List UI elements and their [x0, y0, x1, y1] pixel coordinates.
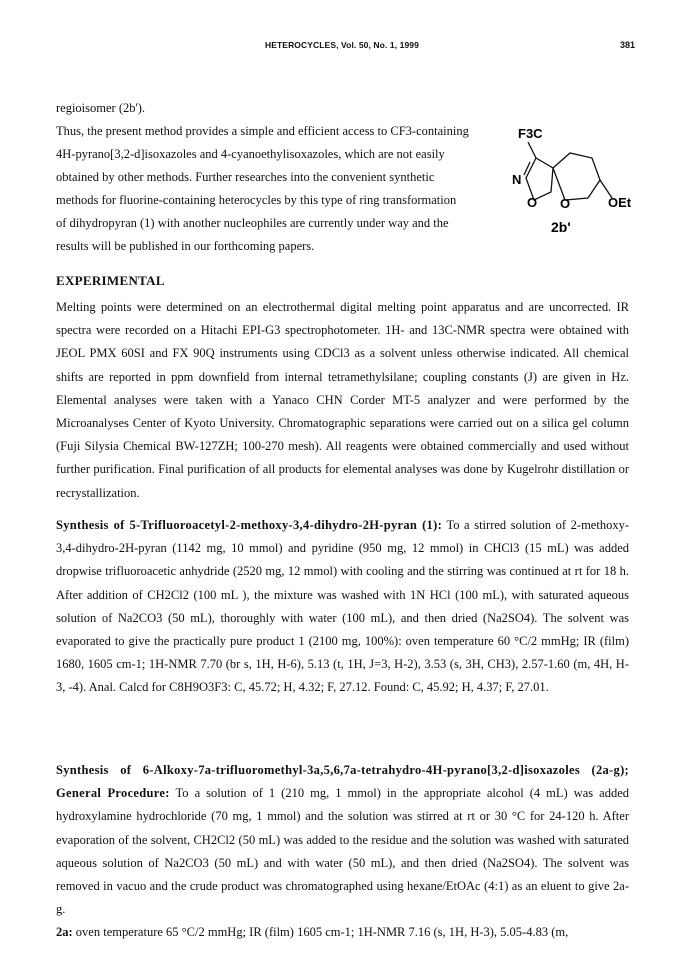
- intro-line-5: of dihydropyran (1) with another nucleophiles are currently under way and the: [56, 216, 449, 230]
- compound-2a-label: 2a:: [56, 925, 73, 939]
- intro-line-1: Thus, the present method provides a simple and efficient access to CF3-containing: [56, 124, 469, 138]
- compound-2a-body: oven temperature 65 °C/2 mmHg; IR (film) 1605 cm-1; 1H-NMR 7.16 (s, 1H, H-3), 5.05-4.83 (m,: [75, 925, 569, 939]
- label-o2: O: [560, 196, 571, 211]
- compound-label: 2b': [551, 219, 571, 235]
- synthesis-2-body: To a solution of 1 (210 mg, 1 mmol) in the appropriate alcohol (4 mL) was added hydroxylamine hydrochloride (70 mg, 1 mmol) and the solution was stirred at rt or 30 °C for 24-120 h. After evaporation of the solvent, CH2Cl2 (50 mL) was added to the residue and the solution was washed with saturated aqueous solution of Na2CO3 (50 mL) and with water (50 mL), and then dried (Na2SO4). The solvent was removed in vacuo and the crude product was chromatographed using hexane/EtOAc (4:1) as an eluent to give 2a-g.: [56, 786, 629, 917]
- page-number: 381: [620, 40, 636, 50]
- synthesis-1-title: Synthesis of 5-Trifluoroacetyl-2-methoxy-3,4-dihydro-2H-pyran (1):: [56, 518, 443, 532]
- section-heading: EXPERIMENTAL: [56, 273, 165, 288]
- isoxazoline-ring: [526, 158, 553, 200]
- compound-2a-data: [56, 921, 629, 944]
- label-o1: O: [527, 195, 538, 210]
- synthesis-2-paragraph: [56, 759, 629, 921]
- running-head: HETEROCYCLES, Vol. 50, No. 1, 1999: [265, 40, 419, 50]
- structure-2b-prime: [508, 120, 658, 240]
- intro-line-3: obtained by other methods. Further researches into the convenient synthetic: [56, 170, 435, 184]
- synthesis-2-title: Synthesis of 6-Alkoxy-7a-trifluoromethyl-3a,5,6,7a-tetrahydro-4H-pyrano[3,2-d]isoxazoles (2a-g); General Procedure:: [56, 763, 629, 801]
- intro-line-6: results will be published in our forthcoming papers.: [56, 239, 315, 253]
- synthesis-1-body: To a stirred solution of 2-methoxy-3,4-dihydro-2H-pyran (1142 mg, 10 mmol) and pyridine (950 mg, 12 mmol) in CHCl3 (15 mL) was added dropwise trifluoroacetic anhydride (2520 mg, 12 mmol) with cooling and the stirring was continued at rt for 18 h. After addition of CH2Cl2 (100 mL ), the mixture was washed with 1N HCl (100 mL), with saturated aqueous solution of Na2CO3 (50 mL), thoroughly with water (100 mL), and then dried (Na2SO4). The solvent was evaporated to give the practically pure product 1 (2100 mg, 100%): oven temperature 60 °C/2 mmHg; IR (film) 1680, 1605 cm-1; 1H-NMR 7.70 (br s, 1H, H-6), 5.13 (t, 1H, J=3, H-2), 3.53 (s, 3H, CH3), 2.57-1.60 (m, 4H, H-3, -4). Anal. Calcd for C8H9O3F3: C, 45.72; H, 4.32; F, 27.12. Found: C, 45.92; H, 4.37; F, 27.01.: [56, 518, 629, 695]
- intro-line-2: 4H-pyrano[3,2-d]isoxazoles and 4-cyanoethylisoxazoles, which are not easily: [56, 147, 445, 161]
- label-n: N: [512, 172, 522, 187]
- general-methods-paragraph: Melting points were determined on an electrothermal digital melting point apparatus and are uncorrected. IR spectra were recorded on a Hitachi EPI-G3 spectrophotometer. 1H- and 13C-NMR spectra were obtained with JEOL PMX 60SI and FX 90Q instruments using CDCl3 as a solvent unless otherwise indicated. All chemical shifts are reported in ppm downfield from internal tetramethylsilane; coupling constants (J) are given in Hz. Elemental analyses were taken with a Yanaco CHN Corder MT-5 analyzer and were performed by the Microanalyses Center of Kyoto University. Chromatographic separations were carried out on a silica gel column (Fuji Silysia Chemical BW-127ZH; 100-270 mesh). All reagents were obtained commercially and used without further purification. Final purification of all products for elemental analyses was done by Kugelrohr distillation or recrystallization.: [56, 300, 629, 500]
- synthesis-1-paragraph: [56, 514, 629, 700]
- intro-first-line: regioisomer (2b').: [56, 101, 146, 115]
- pyran-ring: [553, 153, 600, 200]
- intro-line-4: methods for fluorine-containing heterocycles by this type of ring transformation: [56, 193, 457, 207]
- label-f3c: F3C: [518, 126, 543, 141]
- label-oet: OEt: [608, 195, 632, 210]
